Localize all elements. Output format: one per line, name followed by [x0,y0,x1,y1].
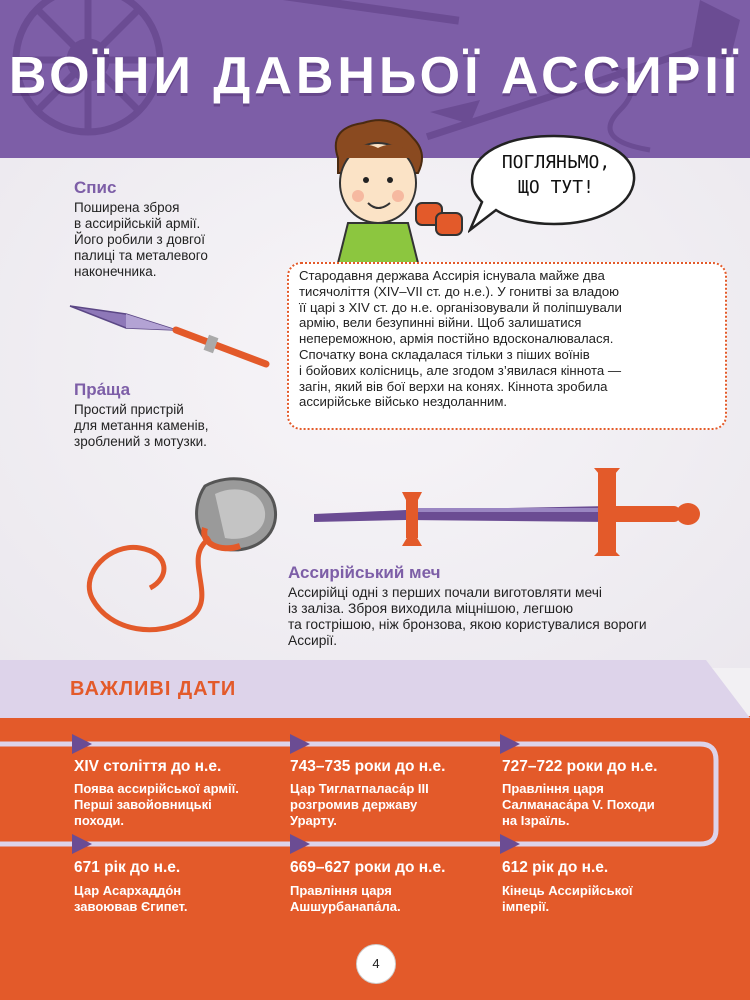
date-desc-line: походи. [74,813,125,828]
sling-description [74,402,209,450]
date-desc-line: Правління царя [290,883,392,898]
date-title: 743–735 роки до н.е. [290,758,446,775]
info-line: Стародавня держава Ассирія існувала майже два [299,268,605,283]
date-desc-line: на Ізраїль. [502,813,570,828]
date-description [74,781,239,829]
date-desc-line: Перші завойовницькі [74,797,212,812]
date-desc-line: розгромив державу [290,797,418,812]
date-desc-line: завоював Єгипет. [74,899,188,914]
date-description [290,883,401,915]
dates-heading: ВАЖЛИВІ ДАТИ [70,678,237,700]
sword-icon [310,462,710,562]
spear-desc-line: в ассирійській армії. [74,216,201,231]
info-line: її царі з XIV ст. до н.е. організовували й поліпшували [299,299,622,315]
sling-desc-line: для метання каменів, [74,418,209,433]
page-number: 4 [356,944,396,984]
speech-line-2: ЩО ТУТ! [518,177,594,198]
sling-desc-line: зроблений з мотузки. [74,434,207,449]
sword-desc-line: та гострішою, ніж бронзова, якою користувалися вороги [288,617,647,632]
date-title: XIV століття до н.е. [74,758,222,775]
info-line: непереможною, армія постійно вдосконалювалася. [299,331,614,347]
date-description [502,883,633,915]
sling-desc-line: Простий пристрій [74,402,184,417]
date-title: 669–627 роки до н.е. [290,859,446,876]
date-title: 727–722 роки до н.е. [502,758,658,775]
sword-desc-line: Ассирійці одні з перших почали виготовляти мечі [288,585,602,600]
date-description [502,781,655,829]
sword-description [288,585,647,649]
spear-icon [66,300,276,375]
info-line: загін, який вів бої верхи на конях. Кіннота зробила [299,378,608,394]
sword-desc-line: Ассирії. [288,633,338,648]
info-box [287,262,727,430]
speech-bubble-text [476,150,636,200]
date-desc-line: імперії. [502,899,550,914]
boy-character-icon [318,118,468,263]
date-description [290,781,429,829]
page-title: ВОЇНИ ДАВНЬОЇ АССИРІЇ [8,47,742,105]
info-line: Спочатку вона складалася тільки з піших воїнів [299,346,590,362]
date-desc-line: Цар Асархаддо́н [74,883,182,898]
date-desc-line: Поява ассирійської армії. [74,781,239,796]
binoculars-icon [416,203,462,235]
info-line: армію, вели безупинні війни. Щоб залишатися [299,315,582,331]
date-desc-line: Урарту. [290,813,337,828]
spear-title: Спис [74,178,117,197]
date-title: 671 рік до н.е. [74,859,181,876]
sword-desc-line: із заліза. Зброя виходила міцнішою, легшою [288,601,574,616]
sling-icon [70,468,290,658]
speech-line-1: ПОГЛЯНЬМО, [501,152,611,173]
sling-title: Пра́ща [74,380,131,399]
date-desc-line: Цар Тиглатпаласа́р III [290,781,429,796]
spear-desc-line: Його робили з довгої [74,232,205,247]
date-title: 612 рік до н.е. [502,859,609,876]
info-line: ассирійське військо нездоланним. [299,394,508,410]
spear-desc-line: наконечника. [74,264,157,279]
date-desc-line: Правління царя [502,781,604,796]
date-description [74,883,187,915]
sword-title: Ассирійський меч [288,563,441,582]
info-line: і бойових колісниць, але згодом з’явилася кіннота — [299,362,622,378]
date-desc-line: Ашшурбанапа́ла. [290,899,401,914]
date-desc-line: Кінець Ассирійської [502,883,633,898]
info-line: тисячоліття (XIV–VII ст. до н.е.). У гонитві за владою [299,283,620,299]
spear-desc-line: палиці та металевого [74,248,208,263]
spear-desc-line: Поширена зброя [74,200,180,215]
spear-description [74,200,208,280]
date-desc-line: Салманаса́ра V. Походи [502,797,655,812]
